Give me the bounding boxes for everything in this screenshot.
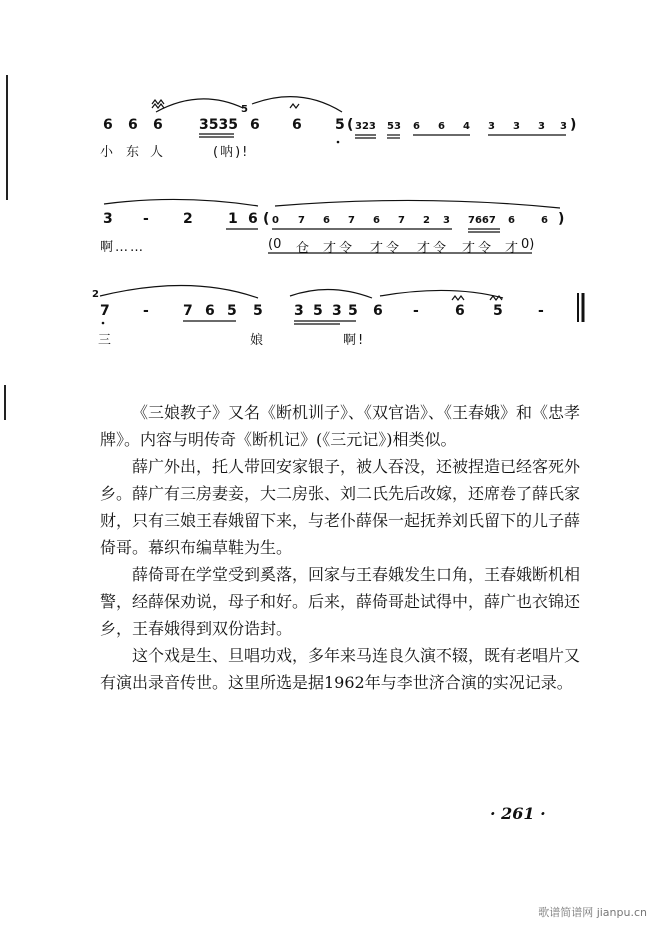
note: 3 [103, 211, 113, 227]
note: 7667 [468, 215, 496, 226]
note: 3 [294, 303, 304, 319]
note: 53 [387, 121, 401, 132]
note: 6 [153, 117, 163, 133]
note: 5 [493, 303, 503, 319]
percussion: 令 [433, 241, 447, 256]
note: 6 [248, 211, 258, 227]
note: 7 [348, 215, 355, 226]
note: 6 [455, 303, 465, 319]
note: 2 [183, 211, 193, 227]
note: 6 [292, 117, 302, 133]
note: 6 [250, 117, 260, 133]
note: 7 [398, 215, 405, 226]
lyric: 人 [150, 145, 166, 160]
bracket-open: ( [347, 117, 354, 133]
bracket-close: ) [558, 211, 565, 227]
paragraph-text: 薛广外出，托人带回安家银子，被人吞没，还被捏造已经客死外乡。薛广有三房妻妾，大二房张、刘二氏先后改嫁，还席卷了薛氏家财，只有三娘王春娥留下来，与老仆薛保一起抚养刘氏留下的儿子薛倚哥。幕织布编草鞋为生。 [100, 457, 581, 557]
percussion: 0) [521, 237, 535, 252]
percussion: (0 [268, 237, 282, 252]
note: 6 [438, 121, 445, 132]
paragraph-2 [100, 453, 580, 561]
paragraph-1 [100, 399, 580, 453]
note: 6 [128, 117, 138, 133]
paragraph-3 [100, 561, 580, 642]
paragraph-text: 薛倚哥在学堂受到奚落，回家与王春娥发生口角，王春娥断机相警，经薛保劝说，母子和好。后来，薛倚哥赴试得中，薛广也衣锦还乡，王春娥得到双份诰封。 [100, 565, 581, 638]
note: 6 [103, 117, 113, 133]
note: 4 [463, 121, 470, 132]
dash: - [413, 303, 419, 319]
percussion: 才 [417, 241, 431, 256]
lyric: 啊…… [100, 240, 146, 255]
note: 3 [538, 121, 545, 132]
paragraph-text: 《三娘教子》又名《断机训子》、《双官诰》、《王春娥》和《忠孝牌》。内容与明传奇《断机记》(《三元记》)相类似。 [100, 403, 581, 449]
note: 6 [323, 215, 330, 226]
percussion: 才 [462, 241, 476, 256]
note: 3 [488, 121, 495, 132]
watermark: 歌谱简谱网 jianpu.cn [538, 906, 647, 919]
note: 6 [413, 121, 420, 132]
lyric: 娘 [250, 333, 266, 348]
percussion: 才 [323, 241, 337, 256]
note: 5 [253, 303, 263, 319]
paragraph-4 [100, 642, 580, 696]
dash: - [143, 211, 149, 227]
note: 6 [508, 215, 515, 226]
grace-note: 2 [92, 289, 99, 300]
note: 5 [335, 117, 345, 133]
note: 2 [423, 215, 430, 226]
lyric: 啊! [343, 333, 366, 348]
percussion: 才 [505, 241, 519, 256]
note: 1 [228, 211, 238, 227]
lyric: 小 [100, 145, 116, 160]
note: 6 [373, 303, 383, 319]
note: 5 [313, 303, 323, 319]
percussion: 令 [386, 241, 400, 256]
bracket-open: ( [263, 211, 270, 227]
note: 3535 [199, 117, 238, 133]
note: 3 [332, 303, 342, 319]
note: 6 [373, 215, 380, 226]
note: 5 [227, 303, 237, 319]
note: 7 [100, 303, 110, 319]
percussion: 令 [339, 241, 353, 256]
note: 0 [272, 215, 279, 226]
bracket-close: ) [570, 117, 577, 133]
note: 7 [183, 303, 193, 319]
page-number: · 261 · [490, 804, 546, 823]
percussion: 才 [370, 241, 384, 256]
lyric: 东 [126, 145, 142, 160]
note: 6 [541, 215, 548, 226]
dash: - [143, 303, 149, 319]
note: 7 [298, 215, 305, 226]
note: 3 [560, 121, 567, 132]
note: 3 [513, 121, 520, 132]
lyric: (呐)! [213, 145, 250, 160]
note: 323 [355, 121, 376, 132]
note: 5 [348, 303, 358, 319]
dash: - [538, 303, 544, 319]
percussion: 仓 [296, 241, 310, 256]
lyric: 三 [98, 333, 114, 348]
note: 3 [443, 215, 450, 226]
note: 6 [205, 303, 215, 319]
paragraph-text: 这个戏是生、旦唱功戏，多年来马连良久演不辍，既有老唱片又有演出录音传世。这里所选是据1962年与李世济合演的实况记录。 [100, 646, 581, 692]
percussion: 令 [478, 241, 492, 256]
grace-note: 5 [241, 104, 248, 115]
